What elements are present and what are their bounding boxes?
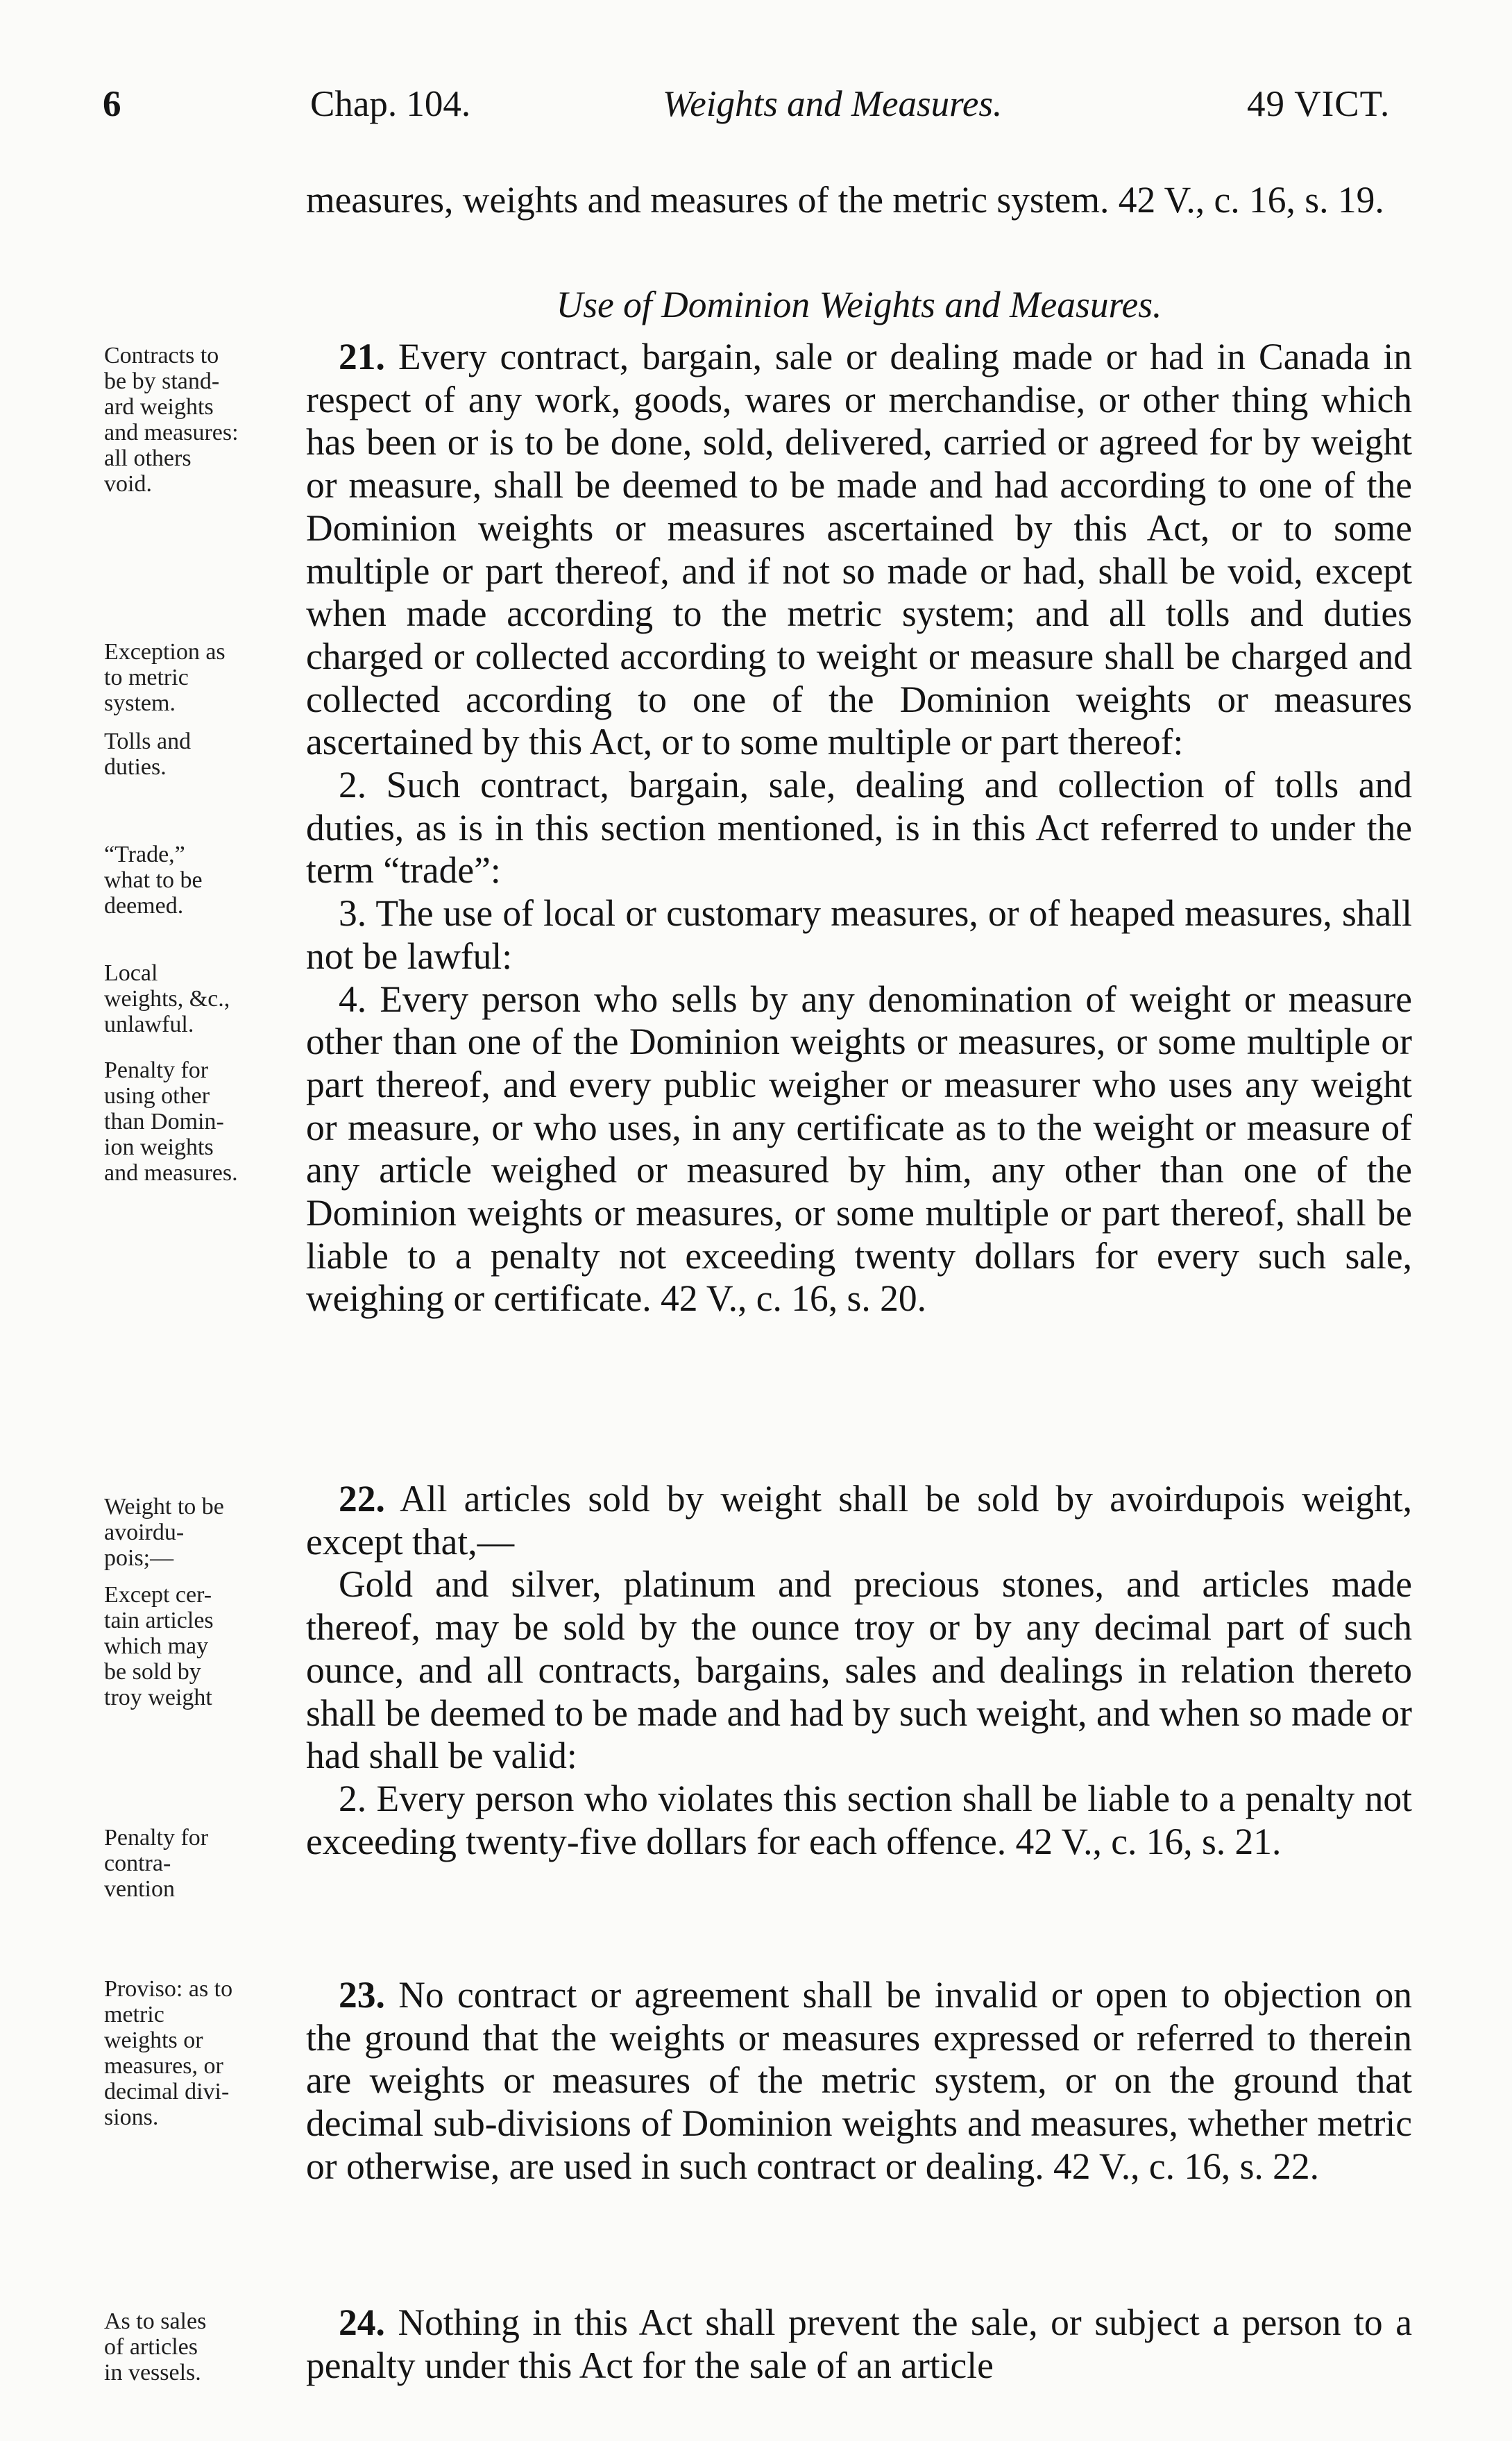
margin-note-line: As to sales	[104, 2308, 207, 2334]
margin-note-line: Proviso: as to	[104, 1976, 233, 2002]
margin-note-line: Penalty for	[104, 1057, 209, 1083]
margin-note-line: ion weights	[104, 1134, 214, 1160]
margin-note-line: avoirdu-	[104, 1520, 185, 1545]
section-text: No contract or agreement shall be invalid or open to objection on the ground that the weights or measures expressed or referred to therein are weights or measures of the metric system, or on the ground that decimal sub-divisions of Dominion weights and measures, whether metric or otherwise, are used in such contract or dealing. 42 V., c. 16, s. 22.	[306, 1974, 1412, 2187]
margin-note-line: contra-	[104, 1851, 171, 1876]
section-21-para-2: 2. Such contract, bargain, sale, dealing and collection of tolls and duties, as is in this section mentioned, is in this Act referred to under the term “trade”:	[306, 764, 1412, 892]
section-24	[306, 2302, 1412, 2387]
margin-note-line: in vessels.	[104, 2360, 201, 2385]
regnal-year: 49 VICT.	[1247, 84, 1391, 124]
section-heading-block	[306, 284, 1412, 327]
margin-note-line: weights or	[104, 2027, 203, 2053]
running-title: Weights and Measures.	[663, 84, 1003, 124]
margin-note-line: Exception as	[104, 639, 226, 665]
margin-note-line: of articles	[104, 2334, 198, 2360]
margin-note-contravention	[104, 1825, 291, 1902]
margin-note-line: and measures:	[104, 420, 239, 445]
margin-note-line: using other	[104, 1083, 210, 1109]
margin-note-line: sions.	[104, 2104, 159, 2130]
section-number: 24.	[339, 2302, 385, 2343]
margin-note-line: pois;—	[104, 1545, 174, 1571]
margin-note-avoirdupois	[104, 1494, 291, 1571]
section-number: 23.	[339, 1974, 385, 2016]
margin-note-line: to metric	[104, 665, 189, 690]
margin-note-tolls	[104, 729, 291, 780]
margin-note-line: Except cer-	[104, 1582, 212, 1608]
margin-note-line: Tolls and	[104, 729, 192, 754]
section-text: All articles sold by weight shall be sold by avoirdupois weight, except that,—	[306, 1478, 1412, 1563]
section-22-para-2: Gold and silver, platinum and precious stones, and articles made thereof, may be sold by the ounce troy or by any decimal part of such ounce, and all contracts, bargains, sales and dealings in relation thereto shall be deemed to be made and had by such weight, and when so made or had shall be valid:	[306, 1563, 1412, 1777]
section-23	[306, 1974, 1412, 2188]
page-number: 6	[103, 84, 121, 124]
section-22	[306, 1478, 1412, 1863]
section-heading: Use of Dominion Weights and Measures.	[556, 284, 1162, 325]
continued-paragraph: measures, weights and measures of the metric system. 42 V., c. 16, s. 19.	[306, 179, 1384, 221]
margin-note-line: Local	[104, 960, 158, 986]
margin-note-line: than Domin-	[104, 1109, 224, 1134]
section-text: Nothing in this Act shall prevent the sale, or subject a person to a penalty under this Act for the sale of an article	[306, 2302, 1412, 2386]
margin-note-vessels	[104, 2308, 291, 2385]
section-text: Every contract, bargain, sale or dealing made or had in Canada in respect of any work, goods, wares or merchandise, or other thing which has been or is to be done, sold, delivered, carried or agreed for by weight or measure, shall be deemed to be made and had according to one of the Dominion weights or measures ascertained by this Act, or to some multiple or part thereof, and if not so made or had, shall be void, except when made according to the metric system; and all tolls and duties charged or collected according to weight or measure shall be charged and collected according to one of the Dominion weights or measures ascertained by this Act, or to some multiple or part thereof:	[306, 336, 1412, 763]
margin-note-line: Weight to be	[104, 1494, 224, 1520]
margin-note-line: troy weight	[104, 1685, 212, 1710]
margin-note-line: weights, &c.,	[104, 986, 230, 1012]
margin-note-line: void.	[104, 471, 152, 497]
margin-note-line: ard weights	[104, 394, 214, 420]
margin-note-line: unlawful.	[104, 1012, 194, 1037]
margin-note-proviso	[104, 1976, 291, 2130]
margin-note-penalty-other	[104, 1057, 291, 1186]
margin-note-line: deemed.	[104, 893, 184, 919]
margin-note-line: tain articles	[104, 1608, 214, 1633]
margin-note-line: duties.	[104, 754, 167, 780]
section-23-para-1	[306, 1974, 1412, 2188]
margin-note-line: Contracts to	[104, 343, 219, 368]
margin-note-trade	[104, 842, 291, 919]
margin-note-line: all others	[104, 445, 192, 471]
margin-note-line: “Trade,”	[104, 842, 185, 867]
section-24-para-1	[306, 2302, 1412, 2387]
section-22-para-3: 2. Every person who violates this section shall be liable to a penalty not exceeding twenty-five dollars for each offence. 42 V., c. 16, s. 21.	[306, 1777, 1412, 1862]
margin-note-line: measures, or	[104, 2053, 223, 2079]
margin-note-exception	[104, 639, 291, 716]
margin-note-line: and measures.	[104, 1160, 238, 1186]
section-21-para-4: 4. Every person who sells by any denomination of weight or measure other than one of the Dominion weights or measures, or some multiple or part thereof, and every public weigher or measurer who uses any weight or measure, or who uses, in any certificate as to the weight or measure of any article weighed or measured by him, any other than one of the Dominion weights or measures, or some multiple or part thereof, shall be liable to a penalty not exceeding twenty dollars for every such sale, weighing or certificate. 42 V., c. 16, s. 20.	[306, 978, 1412, 1320]
section-21	[306, 336, 1412, 1320]
chapter-label: Chap. 104.	[310, 84, 471, 124]
margin-note-line: decimal divi-	[104, 2079, 230, 2104]
section-21-para-1	[306, 336, 1412, 764]
margin-note-line: vention	[104, 1876, 175, 1902]
section-number: 21.	[339, 336, 385, 377]
margin-note-line: system.	[104, 690, 176, 716]
margin-note-contracts	[104, 343, 291, 497]
statute-text	[306, 179, 1412, 222]
margin-note-line: what to be	[104, 867, 203, 893]
margin-note-line: be sold by	[104, 1659, 201, 1685]
margin-note-line: Penalty for	[104, 1825, 209, 1851]
margin-note-troy	[104, 1582, 291, 1710]
section-21-para-3: 3. The use of local or customary measures, or of heaped measures, shall not be lawful:	[306, 892, 1412, 977]
margin-note-line: which may	[104, 1633, 209, 1659]
section-22-para-1	[306, 1478, 1412, 1563]
margin-note-line: metric	[104, 2002, 164, 2027]
margin-note-local-weights	[104, 960, 291, 1037]
section-number: 22.	[339, 1478, 385, 1520]
margin-note-line: be by stand-	[104, 368, 220, 394]
